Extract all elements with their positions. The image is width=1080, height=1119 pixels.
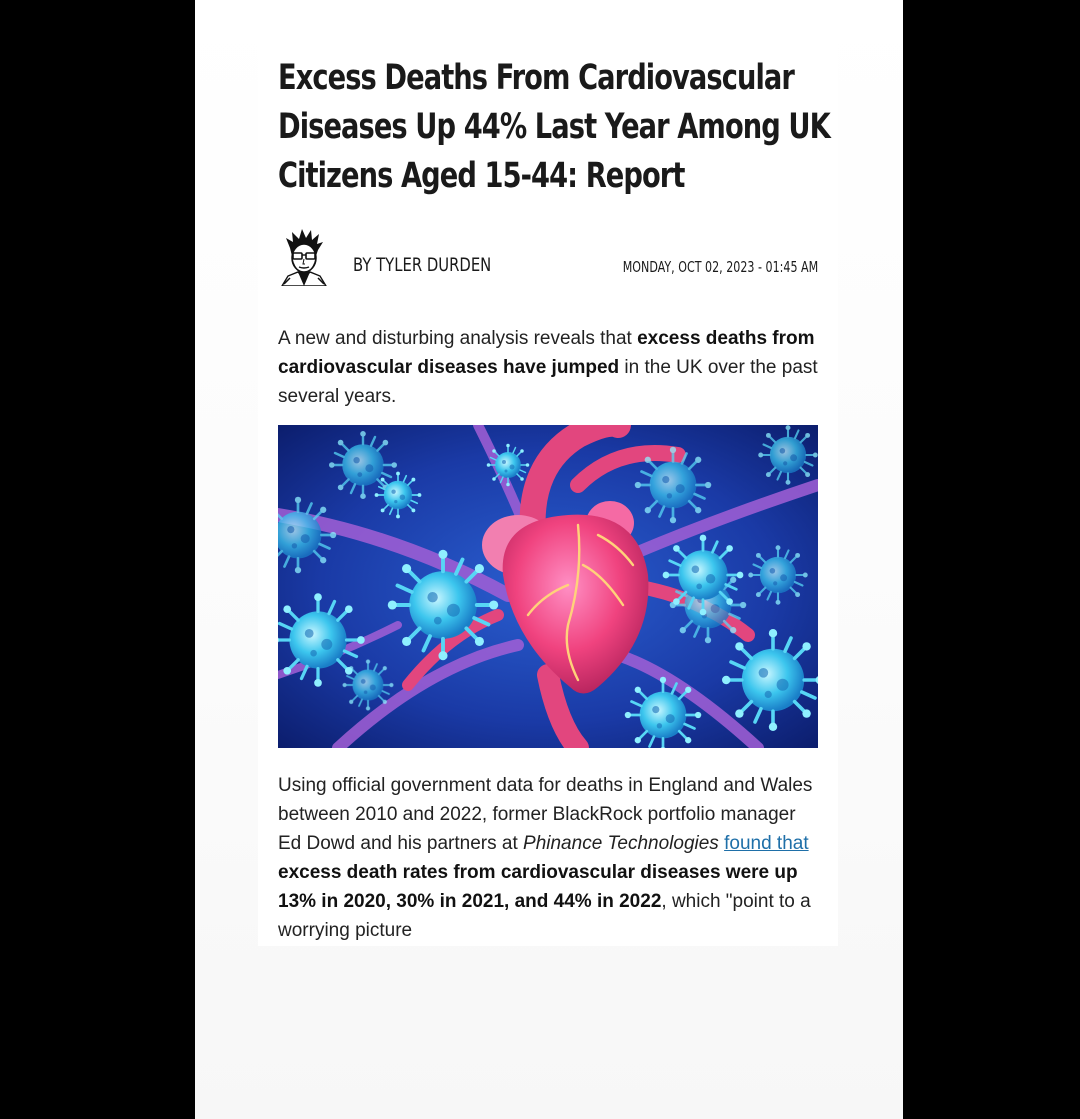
body-italic-1: Phinance Technologies bbox=[523, 833, 719, 854]
body-text-4: , which "point to a worrying picture bbox=[278, 891, 811, 941]
hero-image bbox=[278, 425, 818, 748]
intro-text-2: in the UK over the past several years. bbox=[278, 357, 818, 407]
author-avatar bbox=[278, 228, 330, 286]
story-frame bbox=[195, 0, 903, 1119]
body-paragraph bbox=[278, 771, 823, 945]
article-title: Excess Deaths From Cardiovascular Diseases Up 44% Last Year Among UK Citizens Aged 15-44: Report bbox=[278, 58, 830, 196]
found-that-link[interactable]: found that bbox=[724, 833, 809, 854]
body-text-1: Using official government data for deaths in England and Wales between 2010 and 2022, former BlackRock portfolio manager Ed Dowd and his partners at bbox=[278, 775, 813, 854]
author-name[interactable]: BY TYLER DURDEN bbox=[353, 254, 492, 276]
article-card bbox=[258, 42, 838, 946]
body-bold-1: excess death rates from cardiovascular diseases were up 13% in 2020, 30% in 2021, and 44% in 2022 bbox=[278, 862, 798, 912]
intro-paragraph bbox=[278, 324, 823, 411]
publish-date: MONDAY, OCT 02, 2023 - 01:45 AM bbox=[622, 258, 818, 276]
intro-text-1: A new and disturbing analysis reveals that bbox=[278, 328, 638, 349]
intro-bold-1: excess deaths from cardiovascular diseases have jumped bbox=[278, 328, 815, 378]
byline-row bbox=[278, 228, 818, 288]
